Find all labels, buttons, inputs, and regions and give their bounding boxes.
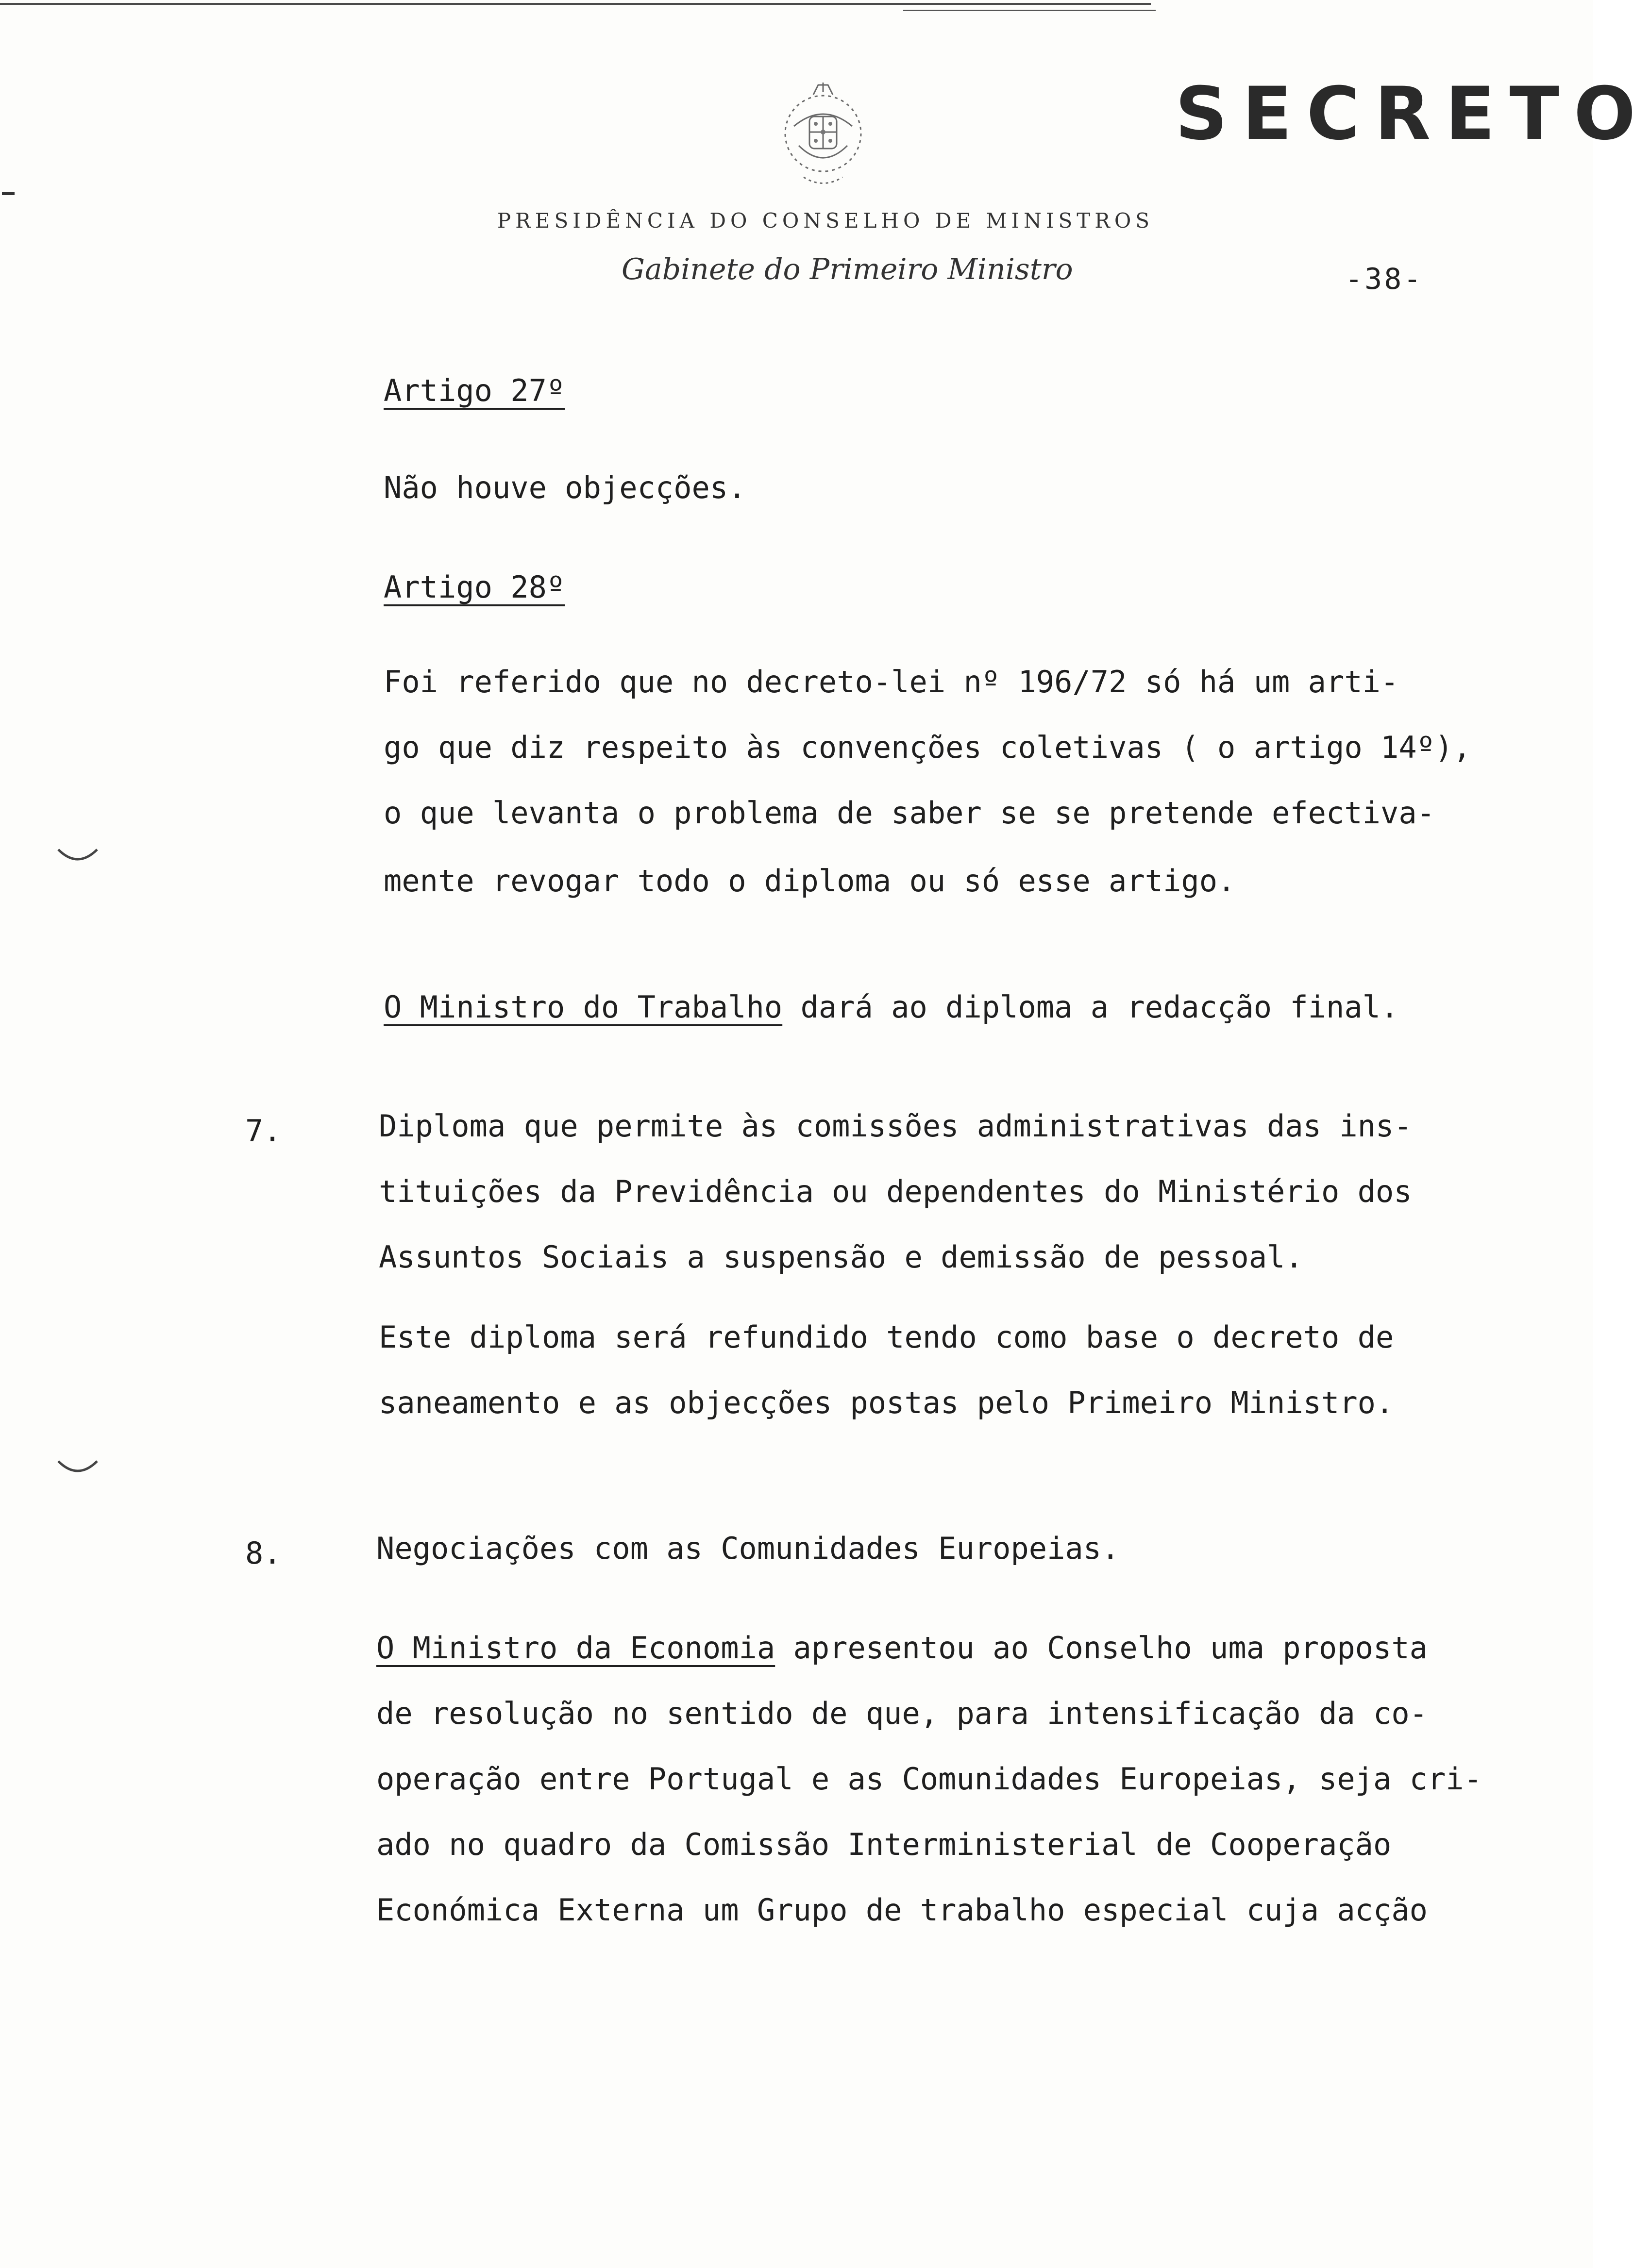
page-number: -38- — [1345, 262, 1423, 296]
article-27-text: Não houve objecções. — [384, 470, 746, 505]
item-7-note-line: Este diploma será refundido tendo como base o decreto de — [379, 1319, 1394, 1355]
item-8-number: 8. — [245, 1535, 282, 1571]
margin-punch-mark-icon — [49, 825, 107, 884]
item-7-line: Assuntos Sociais a suspensão e demissão de pessoal. — [379, 1239, 1303, 1275]
item-8-line: ado no quadro da Comissão Interministerial de Cooperação — [376, 1827, 1392, 1862]
article-28-line: mente revogar todo o diploma ou só esse artigo. — [384, 863, 1236, 899]
article-28-heading: Artigo 28º — [384, 569, 565, 605]
article-28-line: go que diz respeito às convenções coletivas ( o artigo 14º), — [384, 730, 1471, 765]
item-7-note-line: saneamento e as objecções postas pelo Primeiro Ministro. — [379, 1385, 1394, 1420]
item-8-line: de resolução no sentido de que, para intensificação da co- — [376, 1696, 1428, 1731]
top-rule — [0, 3, 1151, 5]
economy-minister-text: apresentou ao Conselho uma proposta — [775, 1630, 1428, 1666]
labor-minister-paragraph — [384, 988, 1398, 1027]
coat-of-arms-seal-icon — [765, 73, 881, 199]
item-8-line: operação entre Portugal e as Comunidades Europeias, seja cri- — [376, 1761, 1482, 1797]
article-27-heading: Artigo 27º — [384, 373, 565, 408]
labor-minister-text: dará ao diploma a redacção final. — [782, 989, 1399, 1025]
article-28-line: Foi referido que no decreto-lei nº 196/72 só há um arti- — [384, 664, 1399, 700]
item-7-line: Diploma que permite às comissões administrativas das ins- — [379, 1108, 1412, 1144]
labor-minister-name: O Ministro do Trabalho — [384, 989, 783, 1025]
item-7-line: tituições da Previdência ou dependentes do Ministério dos — [379, 1174, 1412, 1209]
office-letterhead: PRESIDÊNCIA DO CONSELHO DE MINISTROS — [497, 209, 1154, 233]
article-28-line: o que levanta o problema de saber se se pretende efectiva- — [384, 795, 1435, 831]
cabinet-letterhead: Gabinete do Primeiro Ministro — [622, 252, 1073, 286]
margin-dot-icon — [0, 184, 19, 204]
classification-stamp: SECRETO — [1175, 72, 1650, 156]
economy-minister-paragraph — [376, 1629, 1428, 1668]
economy-minister-name: O Ministro da Economia — [376, 1630, 775, 1666]
margin-punch-mark-icon — [49, 1437, 107, 1495]
item-7-number: 7. — [245, 1113, 282, 1149]
top-rule-secondary — [903, 10, 1156, 11]
item-8-line: Económica Externa um Grupo de trabalho especial cuja acção — [376, 1892, 1428, 1928]
item-8-title: Negociações com as Comunidades Europeias. — [376, 1531, 1120, 1566]
